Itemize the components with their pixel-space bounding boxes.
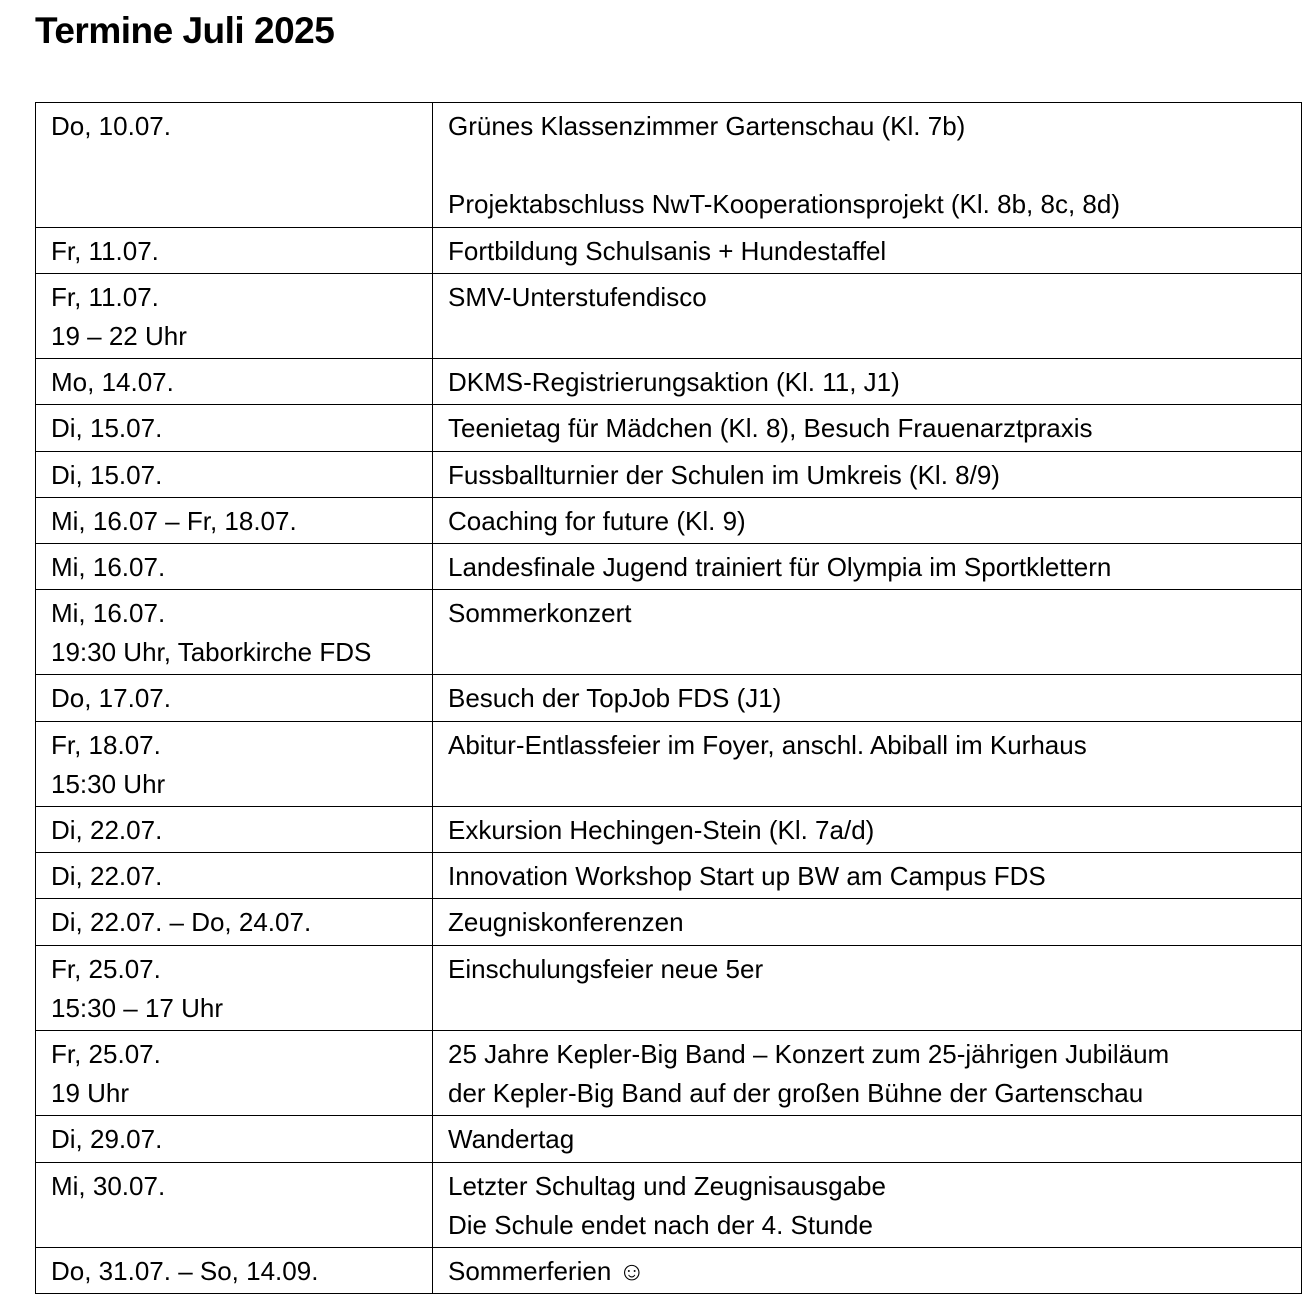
event-cell <box>433 945 1302 1030</box>
table-row <box>36 590 1302 675</box>
date-line: 19 – 22 Uhr <box>51 320 187 351</box>
event-line: Fortbildung Schulsanis + Hundestaffel <box>448 235 887 266</box>
event-line: Letzter Schultag und Zeugnisausgabe <box>448 1170 886 1201</box>
table-row <box>36 675 1302 721</box>
table-row <box>36 899 1302 945</box>
date-line: Mi, 30.07. <box>51 1170 166 1201</box>
event-cell <box>433 590 1302 675</box>
table-row <box>36 1162 1302 1247</box>
date-line: Fr, 11.07. <box>51 281 159 312</box>
event-cell <box>433 721 1302 806</box>
event-cell <box>433 899 1302 945</box>
event-line: Sommerkonzert <box>448 598 632 629</box>
date-line: Di, 29.07. <box>51 1124 163 1155</box>
table-row <box>36 103 1302 228</box>
date-cell <box>36 1162 433 1247</box>
event-line: SMV-Unterstufendisco <box>448 281 707 312</box>
event-line: Wandertag <box>448 1124 575 1155</box>
event-line: Exkursion Hechingen-Stein (Kl. 7a/d) <box>448 815 875 845</box>
event-line: Abitur-Entlassfeier im Foyer, anschl. Abiball im Kurhaus <box>448 729 1087 760</box>
date-line: Mo, 14.07. <box>51 367 174 398</box>
event-line: Besuch der TopJob FDS (J1) <box>448 683 782 714</box>
date-line: Fr, 25.07. <box>51 953 161 984</box>
event-line: Einschulungsfeier neue 5er <box>448 953 764 984</box>
table-row <box>36 853 1302 899</box>
event-line: Sommerferien ☺ <box>448 1255 646 1286</box>
table-row <box>36 227 1302 273</box>
event-cell <box>433 359 1302 405</box>
table-row <box>36 543 1302 589</box>
date-cell <box>36 359 433 405</box>
event-cell <box>433 1162 1302 1247</box>
table-row <box>36 1030 1302 1115</box>
date-line: Di, 22.07. <box>51 861 163 892</box>
date-line: Di, 22.07. – Do, 24.07. <box>51 907 312 938</box>
date-cell <box>36 1030 433 1115</box>
table-row <box>36 945 1302 1030</box>
date-cell <box>36 1247 433 1293</box>
date-line: 15:30 Uhr <box>51 768 166 799</box>
event-line: Die Schule endet nach der 4. Stunde <box>448 1209 873 1240</box>
event-cell <box>433 451 1302 497</box>
date-line: Di, 15.07. <box>51 459 163 490</box>
event-cell <box>433 405 1302 451</box>
date-cell <box>36 543 433 589</box>
date-cell <box>36 273 433 358</box>
date-cell <box>36 853 433 899</box>
event-cell <box>433 103 1302 228</box>
date-cell <box>36 590 433 675</box>
date-cell <box>36 899 433 945</box>
event-line: Landesfinale Jugend trainiert für Olympia im Sportklettern <box>448 551 1112 582</box>
event-line: 25 Jahre Kepler-Big Band – Konzert zum 25-jährigen Jubiläum <box>448 1038 1170 1069</box>
event-line: Coaching for future (Kl. 9) <box>448 505 746 536</box>
date-line: Di, 15.07. <box>51 413 163 444</box>
date-line: 19:30 Uhr, Taborkirche FDS <box>51 637 372 668</box>
date-line: Do, 10.07. <box>51 111 171 141</box>
event-cell <box>433 543 1302 589</box>
event-line: Teenietag für Mädchen (Kl. 8), Besuch Frauenarztpraxis <box>448 413 1093 444</box>
event-cell <box>433 675 1302 721</box>
event-cell <box>433 497 1302 543</box>
event-cell <box>433 1116 1302 1162</box>
event-cell <box>433 273 1302 358</box>
date-cell <box>36 227 433 273</box>
date-line: Fr, 11.07. <box>51 235 159 266</box>
event-line: der Kepler-Big Band auf der großen Bühne der Gartenschau <box>448 1078 1144 1109</box>
event-cell <box>433 1247 1302 1293</box>
table-row <box>36 273 1302 358</box>
date-cell <box>36 405 433 451</box>
schedule-body <box>36 103 1302 1294</box>
table-row <box>36 497 1302 543</box>
event-cell <box>433 853 1302 899</box>
table-row <box>36 359 1302 405</box>
schedule-table <box>35 102 1302 1294</box>
date-cell <box>36 1116 433 1162</box>
blank-line <box>448 146 1289 185</box>
date-line: Fr, 25.07. <box>51 1038 161 1069</box>
event-cell <box>433 1030 1302 1115</box>
date-cell <box>36 497 433 543</box>
date-cell <box>36 807 433 853</box>
date-line: Mi, 16.07. <box>51 551 166 582</box>
date-line: Do, 17.07. <box>51 683 171 714</box>
table-row <box>36 807 1302 853</box>
date-cell <box>36 945 433 1030</box>
date-line: Fr, 18.07. <box>51 729 161 760</box>
date-line: Di, 22.07. <box>51 815 163 845</box>
date-cell <box>36 103 433 228</box>
event-line: Projektabschluss NwT-Kooperationsprojekt (Kl. 8b, 8c, 8d) <box>448 189 1120 220</box>
page-title: Termine Juli 2025 <box>35 10 335 51</box>
event-line: Zeugniskonferenzen <box>448 907 684 938</box>
date-cell <box>36 675 433 721</box>
event-cell <box>433 807 1302 853</box>
date-cell <box>36 451 433 497</box>
event-cell <box>433 227 1302 273</box>
table-row <box>36 1116 1302 1162</box>
table-row <box>36 1247 1302 1293</box>
event-line: Fussballturnier der Schulen im Umkreis (Kl. 8/9) <box>448 459 1000 490</box>
date-line: Mi, 16.07 – Fr, 18.07. <box>51 505 297 536</box>
event-line: DKMS-Registrierungsaktion (Kl. 11, J1) <box>448 367 900 398</box>
table-row <box>36 405 1302 451</box>
event-line: Innovation Workshop Start up BW am Campus FDS <box>448 861 1046 892</box>
event-line: Grünes Klassenzimmer Gartenschau (Kl. 7b) <box>448 111 966 141</box>
date-line: Do, 31.07. – So, 14.09. <box>51 1255 319 1286</box>
date-cell <box>36 721 433 806</box>
date-line: Mi, 16.07. <box>51 598 166 629</box>
date-line: 15:30 – 17 Uhr <box>51 992 224 1023</box>
table-row <box>36 451 1302 497</box>
table-row <box>36 721 1302 806</box>
date-line: 19 Uhr <box>51 1078 130 1109</box>
